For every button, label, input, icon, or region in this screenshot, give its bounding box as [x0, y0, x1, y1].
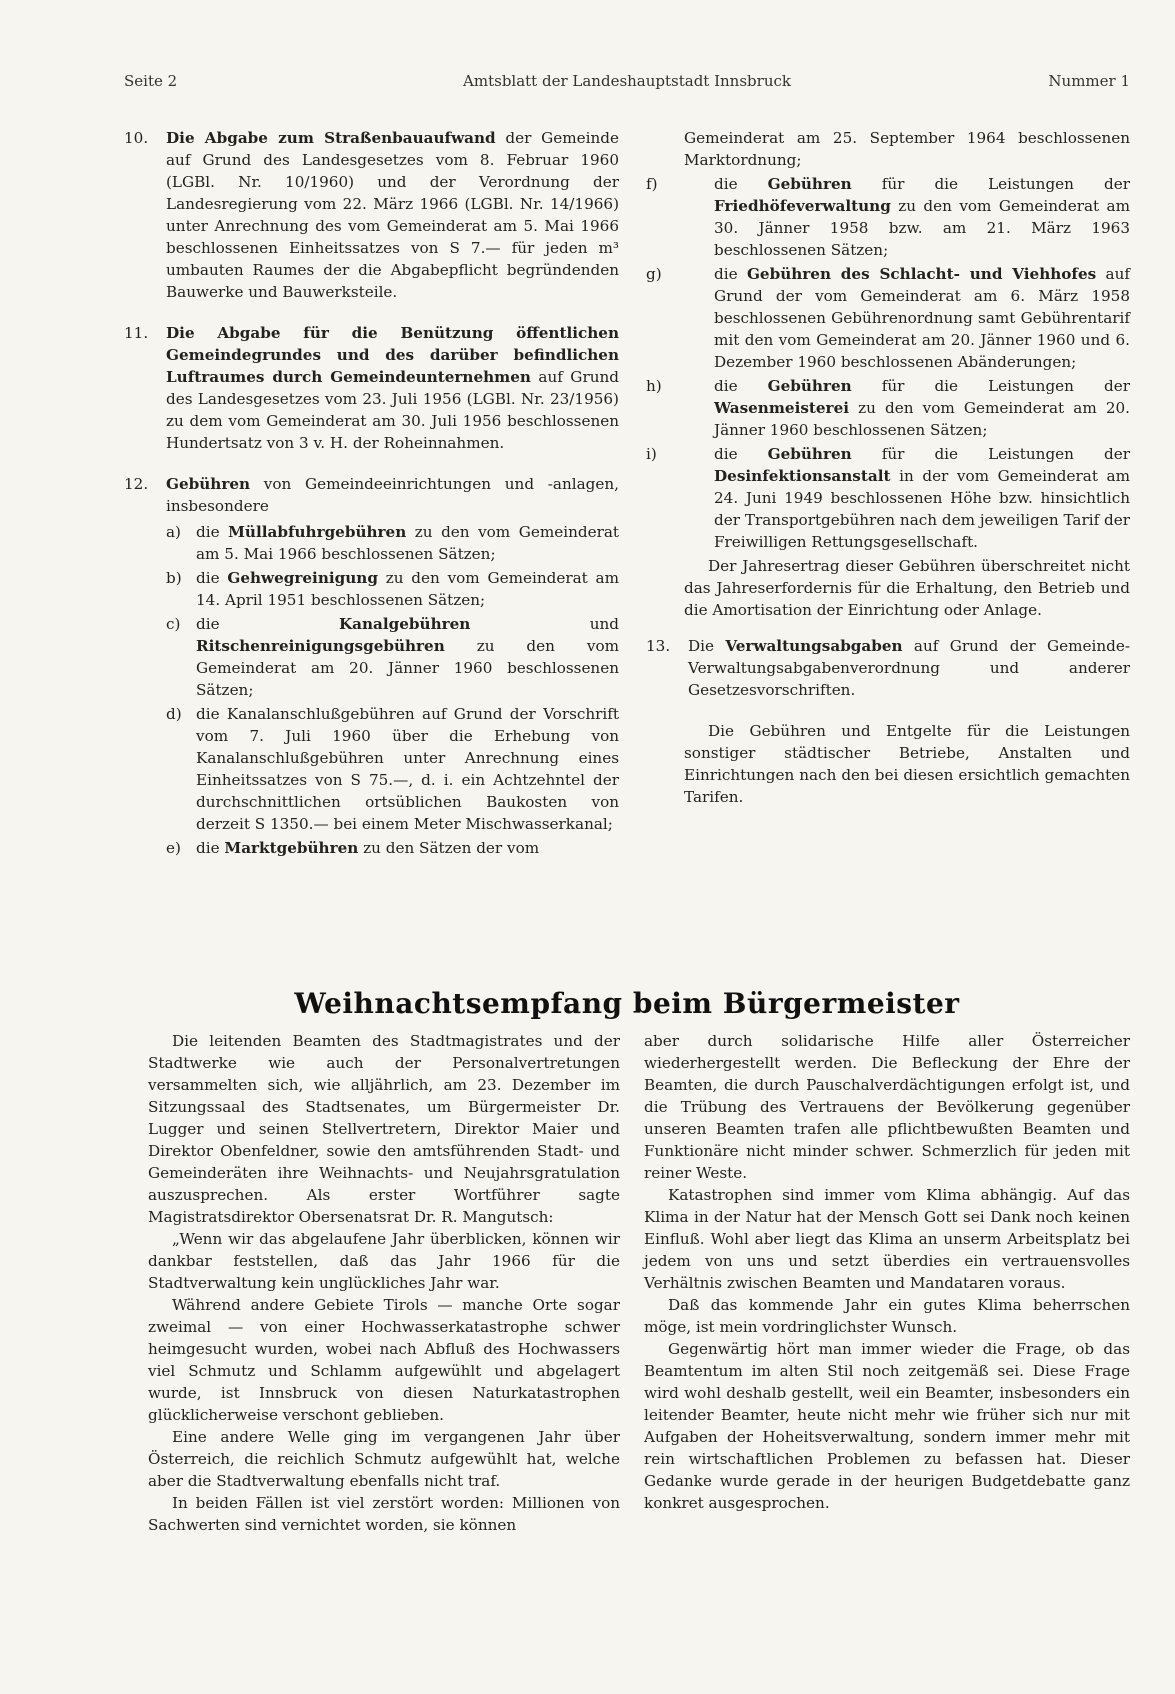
sub-item-b — [166, 567, 619, 611]
sub-item-prefix: die — [196, 523, 229, 541]
sub-item-connector: für die Leistungen der — [851, 175, 1130, 193]
item-text: auf Grund des Landesgesetzes vom 23. Juli 1956 (LGBl. Nr. 23/1956) zu dem vom Gemeinderat am 30. Juli 1956 beschlossenen Hundertsatz von 3 v. H. der Roheinnahmen. — [166, 368, 619, 452]
sub-item-text: zu den vom Gemeinderat am 20. Jänner 1960 beschlossenen Sätzen; — [196, 637, 619, 699]
sub-item-letter: f) — [646, 175, 658, 193]
item-text: auf Grund der Gemeinde-Verwaltungsabgabenverordnung und anderer Gesetzesvorschriften. — [688, 637, 1130, 699]
sub-item-h — [646, 375, 1130, 441]
sub-item-text: auf Grund der vom Gemeinderat am 6. März 1958 beschlossenen Gebührenordnung samt Gebührentarif mit den vom Gemeinderat am 20. Jänner 1960 und 6. Dezember 1960 beschlossenen Abänderungen; — [714, 265, 1130, 371]
closing-paragraph: Die Gebühren und Entgelte für die Leistungen sonstiger städtischer Betriebe, Anstalten und Einrichtungen nach den bei diesen ersichtlich gemachten Tarifen. — [684, 722, 1130, 806]
sub-item-text: zu den vom Gemeinderat am 5. Mai 1966 beschlossenen Sätzen; — [196, 523, 619, 563]
sub-item-prefix: die — [714, 265, 747, 283]
item-heading: Die Abgabe für die Benützung öffentlichen Gemeindegrundes und des darüber befindlichen Luftraumes durch Gemeindeunternehmen — [166, 324, 619, 386]
item-text: der Gemeinde auf Grund des Landesgesetzes vom 8. Februar 1960 (LGBl. Nr. 10/1960) und der Verordnung der Landesregierung vom 22. März 1966 (LGBl. Nr. 14/1966) unter Anrechnung des vom Gemeinderat am 5. Mai 1966 beschlossenen Einheitssatzes von S 7.— für jeden m³ umbauten Raumes der die Abgabepflicht begründenden Bauwerke und Bauwerksteile. — [166, 129, 619, 301]
article-paragraph: Daß das kommende Jahr ein gutes Klima beherrschen möge, ist mein vordringlichster Wunsch. — [644, 1296, 1130, 1336]
sub-item-d — [166, 703, 619, 835]
list-item-11 — [124, 322, 619, 454]
sub-item-heading: Gebühren des Schlacht- und Viehhofes — [746, 265, 1097, 283]
sub-list — [166, 521, 619, 859]
sub-item-connector: für die Leistungen der — [851, 377, 1130, 395]
sub-item-heading: Gebühren — [767, 377, 852, 395]
sub-item-heading: Marktgebühren — [224, 839, 359, 857]
article-paragraph: Katastrophen sind immer vom Klima abhängig. Auf das Klima in der Natur hat der Mensch Gott sei Dank noch keinen Einfluß. Wohl aber liegt das Klima an unserm Arbeitsplatz bei jedem von uns und setzt überdies ein vertrauensvolles Verhältnis zwischen Beamten und Mandataren voraus. — [644, 1186, 1130, 1292]
sub-item-letter: d) — [166, 705, 182, 723]
sub-item-text: in der vom Gemeinderat am 24. Juni 1949 beschlossenen Höhe bzw. hinsichtlich der Transportgebühren nach dem jeweiligen Tarif der Freiwilligen Rettungsgesellschaft. — [714, 467, 1130, 551]
article-paragraph: Gegenwärtig hört man immer wieder die Frage, ob das Beamtentum im alten Stil noch zeitgemäß sei. Diese Frage wird wohl deshalb gestellt, weil ein Beamter, insbesonders ein leitender Beamter, heute nicht mehr wie früher sich nur mit Aufgaben der Hoheitsverwaltung, sondern immer mehr mit rein wirtschaftlichen Problemen zu befassen hat. Dieser Gedanke wurde gerade in der heurigen Budgetdebatte ganz konkret ausgesprochen. — [644, 1340, 1130, 1512]
sub-item-c — [166, 613, 619, 701]
sub-item-e — [166, 837, 619, 859]
sub-item-prefix: die — [714, 377, 768, 395]
sub-item-heading: Gebühren — [767, 175, 852, 193]
sub-item-prefix: die — [714, 175, 768, 193]
sub-item-text: zu den vom Gemeinderat am 14. April 1951 beschlossenen Sätzen; — [196, 569, 619, 609]
sub-item-prefix: die — [196, 615, 339, 633]
article-paragraph: Während andere Gebiete Tirols — manche Orte sogar zweimal — von einer Hochwasserkatastrophe schwer heimgesucht wurden, wobei nach Abfluß des Hochwassers viel Schmutz und Schlamm aufgewühlt und abgelagert wurde, ist Innsbruck von diesen Naturkatastrophen glücklicherweise verschont geblieben. — [148, 1296, 620, 1424]
article-paragraph: aber durch solidarische Hilfe aller Österreicher wiederhergestellt werden. Die Befleckung der Ehre der Beamten, die durch Pauschalverdächtigungen erfolgt ist, und die Trübung des Vertrauens der Bevölkerung gegenüber unseren Beamten trafen alle pflichtbewußten Beamten und Funktionäre nicht minder schwer. Schmerzlich für jeden mit reiner Weste. — [644, 1032, 1130, 1182]
list-item-13 — [646, 635, 1130, 701]
article-right-column — [644, 1030, 1130, 1514]
running-header — [124, 72, 1130, 94]
sub-item-letter: e) — [166, 839, 181, 857]
list-item-12 — [124, 473, 619, 859]
sub-item-prefix: die — [196, 569, 228, 587]
publication-title: Amtsblatt der Landeshauptstadt Innsbruck — [463, 72, 791, 90]
sub-item-letter: b) — [166, 569, 182, 587]
article-paragraph: „Wenn wir das abgelaufene Jahr überblicken, können wir dankbar feststellen, daß das Jahr 1966 für die Stadtverwaltung kein unglückliches Jahr war. — [148, 1230, 620, 1292]
item-heading: Gebühren — [166, 475, 251, 493]
sub-item-letter: c) — [166, 615, 181, 633]
article-paragraph: Eine andere Welle ging im vergangenen Jahr über Österreich, die reichlich Schmutz aufgewühlt hat, welche aber die Stadtverwaltung ebenfalls nicht traf. — [148, 1428, 620, 1490]
sub-item-prefix: die — [714, 445, 768, 463]
list-item-10 — [124, 127, 619, 303]
article-title: Weihnachtsempfang beim Bürgermeister — [294, 986, 960, 1020]
sub-item-letter: g) — [646, 265, 662, 283]
sub-item-g — [646, 263, 1130, 373]
issue-number: Nummer 1 — [1048, 72, 1130, 90]
sub-item-text: die Kanalanschlußgebühren auf Grund der Vorschrift vom 7. Juli 1960 über die Erhebung von Kanalanschlußgebühren unter Anrechnung eines Einheitssatzes von S 75.—, d. i. ein Achtzehntel der durchschnittlichen ortsüblichen Baukosten von derzeit S 1350.— bei einem Meter Mischwasserkanal; — [196, 705, 619, 833]
item-number: 11. — [124, 324, 149, 342]
sub-item-heading: Müllabfuhrgebühren — [228, 523, 407, 541]
sub-item-prefix: die — [196, 839, 225, 857]
sub-item-connector: und — [470, 615, 619, 633]
item-heading: Die Abgabe zum Straßenbauaufwand — [166, 129, 496, 147]
sub-item-heading: Wasenmeisterei — [714, 399, 849, 417]
item-number: 10. — [124, 129, 149, 147]
sub-item-text: zu den Sätzen der vom — [358, 839, 540, 857]
page-number: Seite 2 — [124, 72, 178, 90]
sub-item-heading: Ritschenreinigungsgebühren — [196, 637, 445, 655]
upper-left-column — [124, 127, 619, 878]
sub-item-heading: Friedhöfeverwaltung — [714, 197, 891, 215]
sub-item-text: zu den vom Gemeinderat am 30. Jänner 1958 bzw. am 21. März 1963 beschlossenen Sätzen; — [714, 197, 1130, 259]
sub-item-letter: i) — [646, 445, 657, 463]
sub-item-letter: a) — [166, 523, 181, 541]
sub-item-connector: für die Leistungen der — [851, 445, 1130, 463]
item-heading: Verwaltungsabgaben — [725, 637, 903, 655]
sub-item-letter: h) — [646, 377, 662, 395]
article-paragraph: Die leitenden Beamten des Stadtmagistrates und der Stadtwerke wie auch der Personalvertretungen versammelten sich, wie alljährlich, am 23. Dezember im Sitzungssaal des Stadtsenates, um Bürgermeister Dr. Lugger und seinen Stellvertretern, Direktor Maier und Direktor Obenfeldner, sowie den amtsführenden Stadt- und Gemeinderäten ihre Weihnachts- und Neujahrsgratulation auszusprechen. Als erster Wortführer sagte Magistratsdirektor Obersenatsrat Dr. R. Mangutsch: — [148, 1032, 620, 1226]
upper-right-column — [646, 127, 1130, 810]
item-prefix: Die — [688, 637, 726, 655]
sub-item-heading: Gehwegreinigung — [227, 569, 378, 587]
article-left-column — [148, 1030, 620, 1536]
yield-note: Der Jahresertrag dieser Gebühren überschreitet nicht das Jahreserfordernis für die Erhaltung, den Betrieb und die Amortisation der Einrichtung oder Anlage. — [684, 557, 1130, 619]
sub-item-i — [646, 443, 1130, 553]
sub-item-text: zu den vom Gemeinderat am 20. Jänner 1960 beschlossenen Sätzen; — [714, 399, 1130, 439]
sub-item-heading: Gebühren — [767, 445, 852, 463]
item-number: 12. — [124, 475, 149, 493]
article-paragraph: In beiden Fällen ist viel zerstört worden: Millionen von Sachwerten sind vernichtet worden, sie können — [148, 1494, 620, 1534]
sub-item-f — [646, 173, 1130, 261]
item-text: von Gemeindeeinrichtungen und -anlagen, insbesondere — [166, 475, 619, 515]
sub-item-heading: Kanalgebühren — [338, 615, 471, 633]
sub-item-a — [166, 521, 619, 565]
sub-item-e-continued: Gemeinderat am 25. September 1964 beschlossenen Marktordnung; — [684, 129, 1130, 169]
item-number: 13. — [646, 637, 671, 655]
sub-item-heading: Desinfektionsanstalt — [714, 467, 891, 485]
